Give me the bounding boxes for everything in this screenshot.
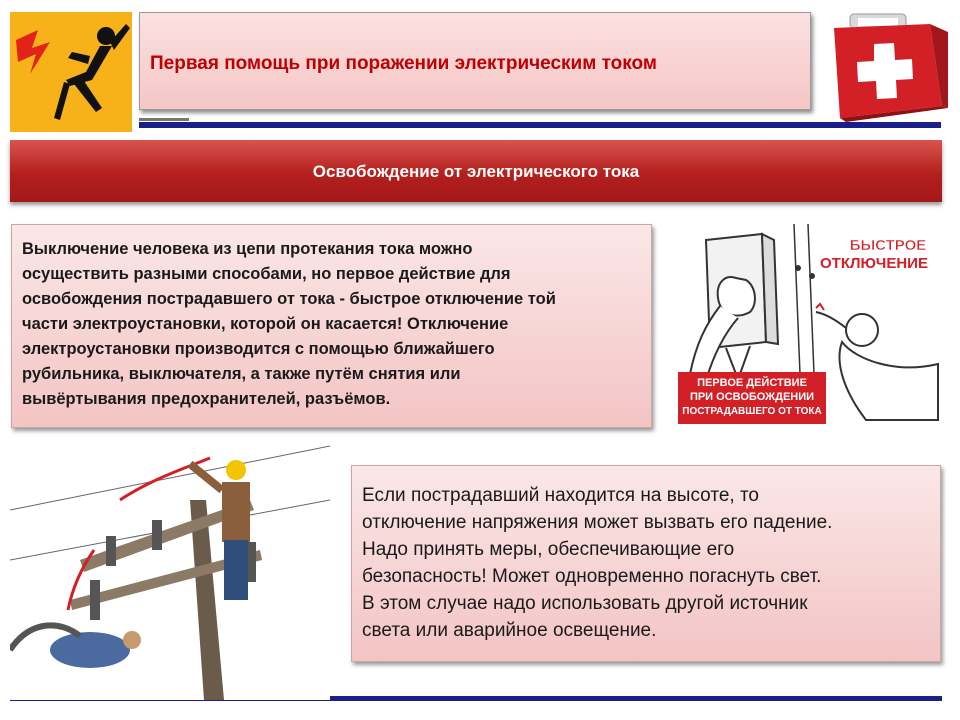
paragraph-line: Выключение человека из цепи протекания тока можно [22, 240, 473, 258]
paragraph-line: рубильника, выключателя, а также путём снятия или [22, 365, 461, 383]
caption-quick-disconnect: ОТКЛЮЧЕНИЕ [820, 255, 928, 272]
header-rule [139, 122, 941, 128]
paragraph-line: электроустановки производится с помощью ближайшего [22, 340, 495, 358]
paragraph-line: отключение напряжения может вызвать его падение. [362, 512, 833, 533]
instructions-paragraph [22, 237, 642, 412]
subheading-bar [10, 140, 942, 202]
caption-quick-disconnect: БЫСТРОЕ [849, 237, 927, 254]
text-box-instructions [11, 224, 652, 428]
header-accent-line [139, 118, 189, 121]
paragraph-line: безопасность! Может одновременно погаснуть свет. [362, 566, 822, 587]
lineman-photo [10, 440, 330, 700]
title-panel [139, 12, 811, 110]
paragraph-line: вывёртывания предохранителей, разъёмов. [22, 390, 391, 408]
paragraph-line: Если пострадавший находится на высоте, то [362, 485, 759, 506]
page-title: Первая помощь при поражении электрическим током [150, 53, 657, 74]
electric-shock-warning-icon [10, 12, 132, 132]
caption-first-action: ПРИ ОСВОБОЖДЕНИИ [689, 391, 815, 403]
paragraph-line: Надо принять меры, обеспечивающие его [362, 539, 735, 560]
quick-disconnect-illustration [666, 224, 944, 424]
paragraph-line: освобождения пострадавшего от тока - быстрое отключение той [22, 290, 556, 308]
first-aid-kit-icon [826, 10, 950, 122]
subheading: Освобождение от электрического тока [312, 162, 640, 181]
paragraph-line: света или аварийное освещение. [362, 620, 657, 641]
caption-first-action: ПЕРВОЕ ДЕЙСТВИЕ [697, 377, 807, 389]
text-box-height-warning [351, 465, 941, 662]
height-warning-paragraph [362, 482, 932, 644]
paragraph-line: части электроустановки, которой он касается! Отключение [22, 315, 509, 333]
paragraph-line: осуществить разными способами, но первое действие для [22, 265, 511, 283]
paragraph-line: В этом случае надо использовать другой источник [362, 593, 808, 614]
caption-first-action: ПОСТРАДАВШЕГО ОТ ТОКА [682, 406, 822, 417]
